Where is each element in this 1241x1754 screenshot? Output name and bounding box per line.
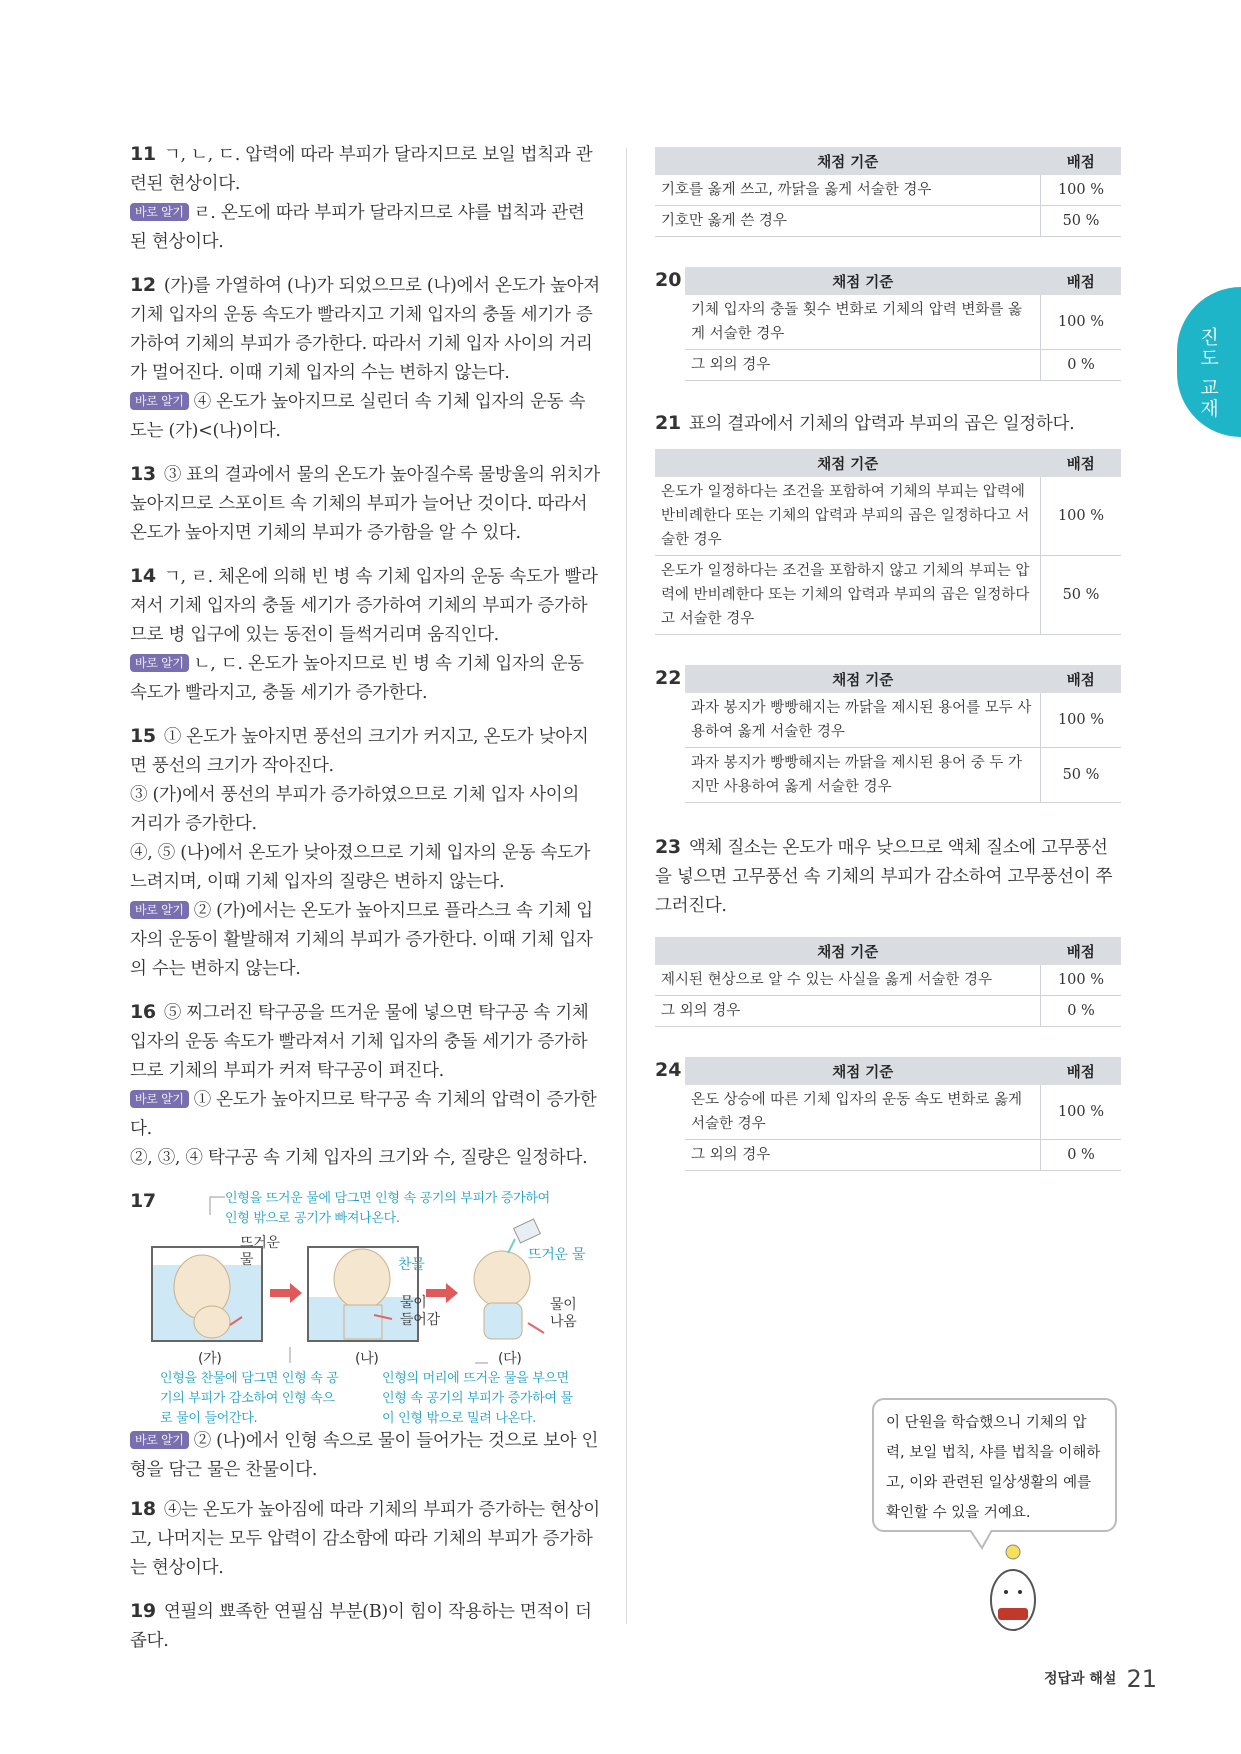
answer-19: 19 연필의 뾰족한 연필심 부분(B)이 힘이 작용하는 면적이 더 좁다. <box>130 1600 592 1651</box>
answer-21: 21 표의 결과에서 기체의 압력과 부피의 곱은 일정하다. <box>655 412 1075 434</box>
table-row: 온도가 일정하다는 조건을 포함하여 기체의 부피는 압력에 반비례한다 또는 기체의 압력과 부피의 곱은 일정하다고 서술한 경우 100 % <box>655 477 1121 556</box>
table-row: 온도가 일정하다는 조건을 포함하지 않고 기체의 부피는 압력에 반비례한다 또는 기체의 압력과 부피의 곱은 일정하다고 서술한 경우 50 % <box>655 556 1121 635</box>
answer-14: 14 ㄱ, ㄹ. 체온에 의해 빈 병 속 기체 입자의 운동 속도가 빨라져서 기체 입자의 충돌 세기가 증가하여 기체의 부피가 증가하므로 병 입구에 있는 동전이 들썩거리며 움직인다. 바로 알기 ㄴ, ㄷ. 온도가 높아지므로 빈 병 속 기체 입자의 운동 속도가 빨라지고, 충돌 세기가 증가한다. <box>130 565 598 703</box>
hot-water-label: 뜨거운 물 <box>240 1235 280 1268</box>
table-row: 제시된 현상으로 알 수 있는 사실을 옳게 서술한 경우 100 % <box>655 965 1121 996</box>
label-da: (다) <box>498 1351 522 1367</box>
water-in-label: 물이 들어감 <box>400 1295 440 1328</box>
side-chapter-tab[interactable]: 진도 교재 <box>1177 287 1241 437</box>
answer-13: 13 ③ 표의 결과에서 물의 온도가 높아질수록 물방울의 위치가 높아지므로 스포이트 속 기체의 부피가 늘어난 것이다. 따라서 온도가 높아지면 기체의 부피가 증가함을 알 수 있다. <box>130 463 600 543</box>
label-ga: (가) <box>198 1351 222 1367</box>
summary-speech-bubble: 이 단원을 학습했으니 기체의 압력, 보일 법칙, 샤를 법칙을 이해하고, 이와 관련된 일상생활의 예를 확인할 수 있을 거예요. <box>872 1398 1117 1532</box>
figure-17: 17 인형을 뜨거운 물에 담그면 인형 속 공기의 부피가 증가하여 인형 밖으로 공기가 빠져나온다. 뜨거운 물 찬물 물이 들어감 뜨거운 물 물이 나옴 (가) (나) (다) 인형을 찬물에 담그면 인형 속 공기의 부피가 감소하여 인형 속으로 물이 들어간다. 인형의 머리에 뜨거운 물을 부으면 인형 속 공기의 부피가 증가하여 물이 인형 밖으로 밀려 나온다. <box>130 1187 600 1427</box>
answer-15: 15 ① 온도가 높아지면 풍선의 크기가 커지고, 온도가 낮아지면 풍선의 크기가 작아진다. ③ (가)에서 풍선의 부피가 증가하였으므로 기체 입자 사이의 거리가 증가한다. ④, ⑤ (나)에서 온도가 낮아졌으므로 기체 입자의 운동 속도가 느려지며, 이때 기체 입자의 질량은 변하지 않는다. 바로 알기 ② (가)에서는 온도가 높아지므로 플라스크 속 기체 입자의 운동이 활발해져 기체의 부피가 증가한다. 이때 기체 입자의 수는 변하지 않는다. <box>130 725 593 979</box>
caption-na: 인형을 찬물에 담그면 인형 속 공기의 부피가 감소하여 인형 속으로 물이 들어간다. <box>160 1371 339 1426</box>
answer-23: 23 액체 질소는 온도가 매우 낮으므로 액체 질소에 고무풍선을 넣으면 고무풍선 속 기체의 부피가 감소하여 고무풍선이 쭈그러진다. <box>655 836 1113 916</box>
table-row: 과자 봉지가 빵빵해지는 까닭을 제시된 용어 중 두 가지만 사용하여 옳게 서술한 경우 50 % <box>685 748 1121 803</box>
table-row: 온도 상승에 따른 기체 입자의 운동 속도 변화로 옳게 서술한 경우 100 % <box>685 1085 1121 1140</box>
table-row: 기호만 옳게 쓴 경우 50 % <box>655 206 1121 237</box>
correction-badge: 바로 알기 <box>130 392 189 410</box>
column-divider <box>626 148 627 1624</box>
water-out-label: 물이 나옴 <box>550 1297 577 1330</box>
table-21: 채점 기준 배점 온도가 일정하다는 조건을 포함하여 기체의 부피는 압력에 반비례한다 또는 기체의 압력과 부피의 곱은 일정하다고 서술한 경우 100 % 온도가 일정하다는 조건을 포함하지 않고 기체의 부피는 압력에 반비례한다 또는 기체의 압력과 부피의 곱은 일정하다고 서술한 경우 50 % <box>655 449 1121 635</box>
table-row: 그 외의 경우 0 % <box>655 996 1121 1027</box>
table-row: 그 외의 경우 0 % <box>685 1140 1121 1171</box>
correction-badge: 바로 알기 <box>130 1431 189 1449</box>
table-19: 채점 기준 배점 기호를 옳게 쓰고, 까닭을 옳게 서술한 경우 100 % 기호만 옳게 쓴 경우 50 % <box>655 147 1121 237</box>
table-23: 채점 기준 배점 제시된 현상으로 알 수 있는 사실을 옳게 서술한 경우 100 % 그 외의 경우 0 % <box>655 937 1121 1027</box>
top-caption: 인형을 뜨거운 물에 담그면 인형 속 공기의 부피가 증가하여 인형 밖으로 공기가 빠져나온다. <box>225 1191 550 1226</box>
table-20: 20 채점 기준 배점 기체 입자의 충돌 횟수 변화로 기체의 압력 변화를 옳게 서술한 경우 100 % 그 외의 경우 0 % <box>655 267 1121 381</box>
answer-11: 11 ㄱ, ㄴ, ㄷ. 압력에 따라 부피가 달라지므로 보일 법칙과 관련된 현상이다. 바로 알기 ㄹ. 온도에 따라 부피가 달라지므로 샤를 법칙과 관련된 현상이다. <box>130 143 593 252</box>
page-number: 21 <box>1126 1665 1157 1693</box>
answer-18: 18 ④는 온도가 높아짐에 따라 기체의 부피가 증가하는 현상이고, 나머지는 모두 압력이 감소함에 따라 기체의 부피가 증가하는 현상이다. <box>130 1498 600 1578</box>
table-row: 기체 입자의 충돌 횟수 변화로 기체의 압력 변화를 옳게 서술한 경우 100 % <box>685 295 1121 350</box>
answer-12: 12 (가)를 가열하여 (나)가 되었으므로 (나)에서 온도가 높아져 기체 입자의 운동 속도가 빨라지고 기체 입자의 충돌 세기가 증가하여 기체의 부피가 증가한다. 따라서 기체 입자 사이의 거리가 멀어진다. 이때 기체 입자의 수는 변하지 않는다. 바로 알기 ④ 온도가 높아지므로 실린더 속 기체 입자의 운동 속도는 (가)<(나)이다. <box>130 274 600 441</box>
right-column <box>655 147 1121 1193</box>
correction-badge: 바로 알기 <box>130 203 189 221</box>
mascot-icon <box>970 1530 1060 1640</box>
hot-water-label-2: 뜨거운 물 <box>528 1247 586 1263</box>
table-24: 24 채점 기준 배점 온도 상승에 따른 기체 입자의 운동 속도 변화로 옳게 서술한 경우 100 % 그 외의 경우 0 % <box>655 1057 1121 1171</box>
cold-water-label: 찬물 <box>398 1257 425 1273</box>
caption-da: 인형의 머리에 뜨거운 물을 부으면 인형 속 공기의 부피가 증가하여 물이 인형 밖으로 밀려 나온다. <box>382 1371 573 1426</box>
table-22: 22 채점 기준 배점 과자 봉지가 빵빵해지는 까닭을 제시된 용어를 모두 사용하여 옳게 서술한 경우 100 % 과자 봉지가 빵빵해지는 까닭을 제시된 용어 중 두 가지만 사용하여 옳게 서술한 경우 50 % <box>655 665 1121 803</box>
table-row: 그 외의 경우 0 % <box>685 350 1121 381</box>
correction-badge: 바로 알기 <box>130 654 189 672</box>
table-row: 과자 봉지가 빵빵해지는 까닭을 제시된 용어를 모두 사용하여 옳게 서술한 경우 100 % <box>685 693 1121 748</box>
answer-17: 17 인형을 뜨거운 물에 담그면 인형 속 공기의 부피가 증가하여 인형 밖으로 공기가 빠져나온다. 뜨거운 물 찬물 물이 들어감 뜨거운 물 물이 나옴 (가) (나) (다) 인형을 찬물에 담그면 인형 속 공기의 부피가 감소하여 인형 속으로 물이 들어간다. 인형의 머리에 뜨거운 물을 부으면 인형 속 공기의 부피가 증가하여 물이 인형 밖으로 밀려 나온다. 바로 알기 ② (나)에서 인형 속으로 물이 들어가는 것으로 보아 인형을 담근 물은 찬물이다. <box>130 1187 600 1485</box>
correction-badge: 바로 알기 <box>130 901 189 919</box>
page-footer: 정답과 해설 21 <box>1043 1665 1157 1693</box>
answer-16: 16 ⑤ 찌그러진 탁구공을 뜨거운 물에 넣으면 탁구공 속 기체 입자의 운동 속도가 빨라져서 기체 입자의 충돌 세기가 증가하므로 기체의 부피가 커져 탁구공이 펴진다. 바로 알기 ① 온도가 높아지므로 탁구공 속 기체의 압력이 증가한다. ②, ③, ④ 탁구공 속 기체 입자의 크기와 수, 질량은 일정하다. <box>130 1001 597 1168</box>
left-column <box>130 140 600 1670</box>
table-row: 기호를 옳게 쓰고, 까닭을 옳게 서술한 경우 100 % <box>655 175 1121 206</box>
label-na: (나) <box>355 1351 379 1367</box>
correction-badge: 바로 알기 <box>130 1090 189 1108</box>
